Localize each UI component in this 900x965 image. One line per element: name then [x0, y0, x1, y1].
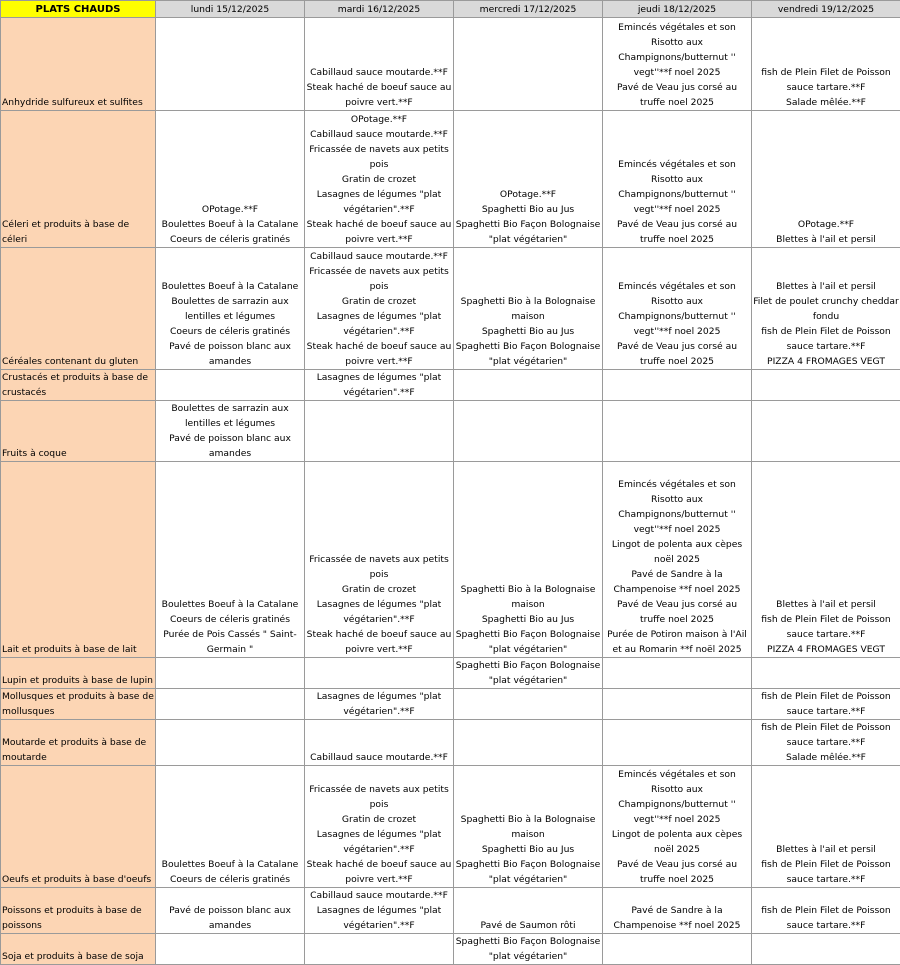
table-row: [1, 370, 900, 401]
dish-item: Cabillaud sauce moutarde.**F: [306, 127, 452, 142]
dish-item: fish de Plein Filet de Poisson sauce tartare.**F: [753, 689, 899, 719]
dish-item: Cabillaud sauce moutarde.**F: [306, 249, 452, 264]
dish-item: Steak haché de boeuf sauce au poivre vert.**F: [306, 217, 452, 247]
menu-cell-thursday: [603, 720, 752, 766]
menu-cell-monday: [156, 934, 305, 965]
day-header-tuesday: mardi 16/12/2025: [305, 1, 454, 18]
dish-item: Fricassée de navets aux petits pois: [306, 782, 452, 812]
dish-item: Pavé de poisson blanc aux amandes: [157, 431, 303, 461]
menu-cell-tuesday: [305, 934, 454, 965]
dish-item: Emincés végétales et son Risotto aux Champignons/butternut '' vegt''**f noel 2025: [604, 157, 750, 217]
allergen-label: Mollusques et produits à base de mollusques: [1, 689, 156, 720]
table-row: [1, 689, 900, 720]
dish-item: Blettes à l'ail et persil: [753, 597, 899, 612]
allergen-label: Anhydride sulfureux et sulfites: [1, 18, 156, 111]
dish-item: Boulettes Boeuf à la Catalane: [157, 217, 303, 232]
dish-item: Lasagnes de légumes "plat végétarien".**F: [306, 827, 452, 857]
dish-item: Spaghetti Bio au Jus: [455, 202, 601, 217]
dish-item: Lingot de polenta aux cèpes noël 2025: [604, 827, 750, 857]
dish-item: Spaghetti Bio à la Bolognaise maison: [455, 812, 601, 842]
dish-item: Spaghetti Bio au Jus: [455, 842, 601, 857]
dish-item: Steak haché de boeuf sauce au poivre vert.**F: [306, 339, 452, 369]
allergen-label: Crustacés et produits à base de crustacés: [1, 370, 156, 401]
menu-cell-wednesday: [454, 689, 603, 720]
dish-item: Spaghetti Bio Façon Bolognaise "plat végétarien": [455, 658, 601, 688]
menu-cell-friday: [752, 401, 900, 462]
dish-item: fish de Plein Filet de Poisson sauce tartare.**F: [753, 324, 899, 354]
menu-cell-monday: [156, 370, 305, 401]
dish-item: Pavé de Sandre à la Champenoise **f noel 2025: [604, 567, 750, 597]
dish-item: Spaghetti Bio Façon Bolognaise "plat végétarien": [455, 627, 601, 657]
dish-item: Cabillaud sauce moutarde.**F: [306, 750, 452, 765]
dish-item: Blettes à l'ail et persil: [753, 279, 899, 294]
menu-cell-wednesday: [454, 462, 603, 658]
dish-item: Lasagnes de légumes "plat végétarien".**F: [306, 689, 452, 719]
allergen-label: Soja et produits à base de soja: [1, 934, 156, 965]
menu-cell-friday: [752, 248, 900, 370]
dish-item: fish de Plein Filet de Poisson sauce tartare.**F: [753, 857, 899, 887]
dish-item: Coeurs de céleris gratinés: [157, 232, 303, 247]
allergen-label: Lupin et produits à base de lupin: [1, 658, 156, 689]
dish-item: Cabillaud sauce moutarde.**F: [306, 65, 452, 80]
menu-cell-friday: [752, 689, 900, 720]
dish-item: Lasagnes de légumes "plat végétarien".**F: [306, 597, 452, 627]
menu-cell-wednesday: [454, 111, 603, 248]
menu-cell-tuesday: [305, 689, 454, 720]
menu-cell-thursday: [603, 462, 752, 658]
dish-item: Boulettes de sarrazin aux lentilles et légumes: [157, 294, 303, 324]
menu-cell-thursday: [603, 934, 752, 965]
table-row: [1, 248, 900, 370]
menu-cell-wednesday: [454, 18, 603, 111]
menu-cell-monday: [156, 248, 305, 370]
allergen-label: Poissons et produits à base de poissons: [1, 888, 156, 934]
day-header-wednesday: mercredi 17/12/2025: [454, 1, 603, 18]
menu-cell-thursday: [603, 111, 752, 248]
menu-cell-thursday: [603, 766, 752, 888]
menu-cell-thursday: [603, 689, 752, 720]
dish-item: OPotage.**F: [753, 217, 899, 232]
menu-cell-tuesday: [305, 111, 454, 248]
menu-cell-monday: [156, 18, 305, 111]
dish-item: Steak haché de boeuf sauce au poivre vert.**F: [306, 80, 452, 110]
dish-item: PIZZA 4 FROMAGES VEGT: [753, 354, 899, 369]
menu-cell-wednesday: [454, 766, 603, 888]
dish-item: fish de Plein Filet de Poisson sauce tartare.**F: [753, 612, 899, 642]
menu-cell-monday: [156, 401, 305, 462]
dish-item: Spaghetti Bio Façon Bolognaise "plat végétarien": [455, 217, 601, 247]
dish-item: Spaghetti Bio au Jus: [455, 612, 601, 627]
dish-item: Boulettes Boeuf à la Catalane: [157, 279, 303, 294]
dish-item: Emincés végétales et son Risotto aux Champignons/butternut '' vegt''**f noel 2025: [604, 477, 750, 537]
table-row: [1, 934, 900, 965]
dish-item: fish de Plein Filet de Poisson sauce tartare.**F: [753, 720, 899, 750]
dish-item: Emincés végétales et son Risotto aux Champignons/butternut '' vegt''**f noel 2025: [604, 767, 750, 827]
menu-cell-tuesday: [305, 18, 454, 111]
dish-item: Pavé de Sandre à la Champenoise **f noel 2025: [604, 903, 750, 933]
menu-cell-wednesday: [454, 658, 603, 689]
menu-cell-tuesday: [305, 766, 454, 888]
menu-cell-wednesday: [454, 370, 603, 401]
allergen-label: Moutarde et produits à base de moutarde: [1, 720, 156, 766]
dish-item: Pavé de Veau jus corsé au truffe noel 2025: [604, 857, 750, 887]
menu-cell-tuesday: [305, 370, 454, 401]
dish-item: Filet de poulet crunchy cheddar fondu: [753, 294, 899, 324]
dish-item: Emincés végétales et son Risotto aux Champignons/butternut '' vegt''**f noel 2025: [604, 20, 750, 80]
dish-item: Pavé de Veau jus corsé au truffe noel 2025: [604, 597, 750, 627]
dish-item: Emincés végétales et son Risotto aux Champignons/butternut '' vegt''**f noel 2025: [604, 279, 750, 339]
table-row: [1, 462, 900, 658]
dish-item: Spaghetti Bio Façon Bolognaise "plat végétarien": [455, 339, 601, 369]
menu-cell-monday: [156, 689, 305, 720]
menu-cell-wednesday: [454, 934, 603, 965]
dish-item: Gratin de crozet: [306, 582, 452, 597]
dish-item: Coeurs de céleris gratinés: [157, 324, 303, 339]
menu-cell-thursday: [603, 401, 752, 462]
dish-item: Lasagnes de légumes "plat végétarien".**F: [306, 370, 452, 400]
dish-item: Boulettes Boeuf à la Catalane: [157, 857, 303, 872]
dish-item: Blettes à l'ail et persil: [753, 842, 899, 857]
day-header-monday: lundi 15/12/2025: [156, 1, 305, 18]
menu-cell-friday: [752, 462, 900, 658]
menu-cell-friday: [752, 766, 900, 888]
table-row: [1, 766, 900, 888]
dish-item: Pavé de Saumon rôti: [455, 918, 601, 933]
day-header-thursday: jeudi 18/12/2025: [603, 1, 752, 18]
allergen-label: Céleri et produits à base de céleri: [1, 111, 156, 248]
dish-item: Coeurs de céleris gratinés: [157, 612, 303, 627]
menu-cell-monday: [156, 766, 305, 888]
dish-item: fish de Plein Filet de Poisson sauce tartare.**F: [753, 903, 899, 933]
dish-item: Salade mêlée.**F: [753, 95, 899, 110]
menu-cell-tuesday: [305, 401, 454, 462]
allergen-label: Fruits à coque: [1, 401, 156, 462]
dish-item: Gratin de crozet: [306, 172, 452, 187]
dish-item: Boulettes de sarrazin aux lentilles et légumes: [157, 401, 303, 431]
dish-item: Fricassée de navets aux petits pois: [306, 552, 452, 582]
menu-cell-monday: [156, 111, 305, 248]
menu-cell-friday: [752, 720, 900, 766]
dish-item: Steak haché de boeuf sauce au poivre vert.**F: [306, 857, 452, 887]
menu-cell-tuesday: [305, 888, 454, 934]
menu-cell-tuesday: [305, 462, 454, 658]
menu-cell-thursday: [603, 18, 752, 111]
dish-item: Coeurs de céleris gratinés: [157, 872, 303, 887]
dish-item: Spaghetti Bio au Jus: [455, 324, 601, 339]
dish-item: Pavé de Veau jus corsé au truffe noel 2025: [604, 217, 750, 247]
menu-cell-wednesday: [454, 401, 603, 462]
dish-item: Purée de Pois Cassés " Saint-Germain ": [157, 627, 303, 657]
dish-item: Gratin de crozet: [306, 294, 452, 309]
dish-item: fish de Plein Filet de Poisson sauce tartare.**F: [753, 65, 899, 95]
dish-item: Spaghetti Bio à la Bolognaise maison: [455, 294, 601, 324]
table-row: [1, 18, 900, 111]
menu-cell-monday: [156, 462, 305, 658]
dish-item: Pavé de Veau jus corsé au truffe noel 2025: [604, 80, 750, 110]
dish-item: PIZZA 4 FROMAGES VEGT: [753, 642, 899, 657]
menu-cell-monday: [156, 888, 305, 934]
dish-item: Steak haché de boeuf sauce au poivre vert.**F: [306, 627, 452, 657]
dish-item: Pavé de poisson blanc aux amandes: [157, 903, 303, 933]
dish-item: Pavé de Veau jus corsé au truffe noel 2025: [604, 339, 750, 369]
menu-cell-tuesday: [305, 720, 454, 766]
menu-cell-friday: [752, 658, 900, 689]
dish-item: Spaghetti Bio Façon Bolognaise "plat végétarien": [455, 857, 601, 887]
menu-cell-thursday: [603, 658, 752, 689]
dish-item: OPotage.**F: [157, 202, 303, 217]
table-row: [1, 111, 900, 248]
allergen-label: Oeufs et produits à base d'oeufs: [1, 766, 156, 888]
header-row: [1, 1, 900, 18]
dish-item: Boulettes Boeuf à la Catalane: [157, 597, 303, 612]
menu-cell-tuesday: [305, 658, 454, 689]
menu-cell-wednesday: [454, 248, 603, 370]
menu-cell-friday: [752, 111, 900, 248]
allergen-label: Lait et produits à base de lait: [1, 462, 156, 658]
dish-item: Purée de Potiron maison à l'Ail et au Romarin **f noël 2025: [604, 627, 750, 657]
corner-label: PLATS CHAUDS: [1, 1, 156, 18]
dish-item: Gratin de crozet: [306, 812, 452, 827]
menu-cell-wednesday: [454, 720, 603, 766]
menu-cell-tuesday: [305, 248, 454, 370]
dish-item: Lingot de polenta aux cèpes noël 2025: [604, 537, 750, 567]
menu-cell-friday: [752, 370, 900, 401]
dish-item: Lasagnes de légumes "plat végétarien".**F: [306, 903, 452, 933]
menu-cell-wednesday: [454, 888, 603, 934]
dish-item: Blettes à l'ail et persil: [753, 232, 899, 247]
dish-item: Cabillaud sauce moutarde.**F: [306, 888, 452, 903]
menu-cell-friday: [752, 18, 900, 111]
table-row: [1, 720, 900, 766]
dish-item: Fricassée de navets aux petits pois: [306, 264, 452, 294]
menu-body: [1, 18, 900, 965]
dish-item: Lasagnes de légumes "plat végétarien".**F: [306, 187, 452, 217]
day-header-friday: vendredi 19/12/2025: [752, 1, 900, 18]
dish-item: OPotage.**F: [306, 112, 452, 127]
menu-cell-friday: [752, 934, 900, 965]
dish-item: Lasagnes de légumes "plat végétarien".**F: [306, 309, 452, 339]
menu-cell-thursday: [603, 248, 752, 370]
dish-item: Fricassée de navets aux petits pois: [306, 142, 452, 172]
dish-item: OPotage.**F: [455, 187, 601, 202]
menu-cell-monday: [156, 720, 305, 766]
menu-cell-thursday: [603, 888, 752, 934]
dish-item: Spaghetti Bio Façon Bolognaise "plat végétarien": [455, 934, 601, 964]
dish-item: Salade mêlée.**F: [753, 750, 899, 765]
menu-cell-monday: [156, 658, 305, 689]
table-row: [1, 658, 900, 689]
dish-item: Spaghetti Bio à la Bolognaise maison: [455, 582, 601, 612]
allergen-label: Céréales contenant du gluten: [1, 248, 156, 370]
dish-item: Pavé de poisson blanc aux amandes: [157, 339, 303, 369]
table-row: [1, 401, 900, 462]
menu-cell-thursday: [603, 370, 752, 401]
table-row: [1, 888, 900, 934]
menu-cell-friday: [752, 888, 900, 934]
